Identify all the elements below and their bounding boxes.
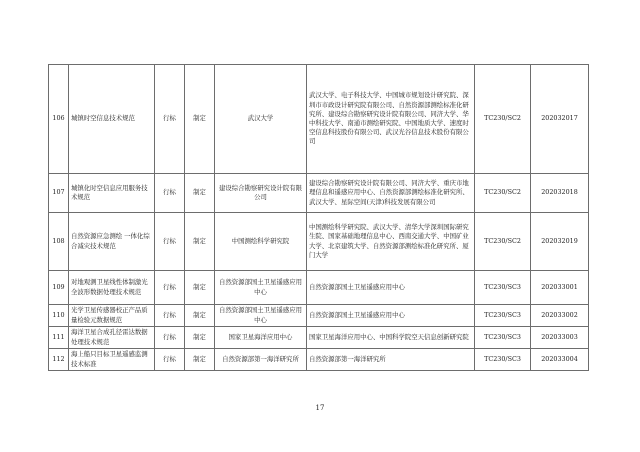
standard-name: 海洋卫星合成孔径雷达数据处理技术规范 [69,327,155,349]
lead-organization: 自然资源部国土卫星遥感应用中心 [215,305,307,327]
plan-number: 202032019 [531,213,589,271]
project-type: 制定 [185,305,215,327]
row-number: 109 [49,271,69,305]
participating-organizations: 武汉大学、电子科技大学、中国城市规划设计研究院、深圳市市政设计研究院有限公司、自然资源部测绘标准化研究所、建设综合勘察研究设计院有限公司、同济大学、华中科技大学、南通市测绘研究院、中国地质大学、速度时空信息科技股份有限公司、武汉光谷信息技术股份有限公司 [307,65,475,174]
plan-number: 202032018 [531,174,589,213]
participating-organizations: 中国测绘科学研究院、武汉大学、清华大学深圳国际研究生院、国家基础地理信息中心、西南交通大学、中国矿业大学、北京建筑大学、自然资源部测绘标准化研究所、厦门大学 [307,213,475,271]
project-type: 制定 [185,65,215,174]
plan-number: 202032017 [531,65,589,174]
lead-organization: 国家卫星海洋应用中心 [215,327,307,349]
page-number: 17 [315,404,325,412]
standard-category: 行标 [155,174,185,213]
lead-organization: 自然资源部第一海洋研究所 [215,349,307,371]
standard-name: 光学卫星传感器校正产品质量检验元数据规范 [69,305,155,327]
standard-category: 行标 [155,65,185,174]
table-row [49,271,589,305]
project-type: 制定 [185,271,215,305]
project-type: 制定 [185,213,215,271]
standards-plan-table [48,64,589,371]
standard-name: 自然资源应急测绘 一体化综合减灾技术规范 [69,213,155,271]
table-row [49,65,589,174]
standard-category: 行标 [155,349,185,371]
standard-name: 城镇化时空信息应用服务技术规范 [69,174,155,213]
plan-number: 202033003 [531,327,589,349]
standard-category: 行标 [155,271,185,305]
standard-name: 海上船只目标卫星遥感监测技术标准 [69,349,155,371]
technical-committee: TC230/SC2 [475,65,531,174]
project-type: 制定 [185,349,215,371]
participating-organizations: 国家卫星海洋应用中心、中国科学院空天信息创新研究院 [307,327,475,349]
plan-number: 202033001 [531,271,589,305]
table-row [49,305,589,327]
row-number: 110 [49,305,69,327]
technical-committee: TC230/SC3 [475,305,531,327]
technical-committee: TC230/SC3 [475,327,531,349]
row-number: 112 [49,349,69,371]
technical-committee: TC230/SC2 [475,174,531,213]
table-row [49,349,589,371]
lead-organization: 中国测绘科学研究院 [215,213,307,271]
lead-organization: 建设综合勘察研究设计院有限公司 [215,174,307,213]
table-row [49,174,589,213]
participating-organizations: 自然资源部第一海洋研究所 [307,349,475,371]
row-number: 106 [49,65,69,174]
technical-committee: TC230/SC3 [475,349,531,371]
row-number: 111 [49,327,69,349]
standard-category: 行标 [155,327,185,349]
project-type: 制定 [185,174,215,213]
participating-organizations: 建设综合勘察研究设计院有限公司、同济大学、重庆市地理信息和遥感应用中心、自然资源部测绘标准化研究所、武汉大学、星际空间(天津)科技发展有限公司 [307,174,475,213]
table-row [49,213,589,271]
technical-committee: TC230/SC2 [475,213,531,271]
technical-committee: TC230/SC3 [475,271,531,305]
participating-organizations: 自然资源部国土卫星遥感应用中心 [307,305,475,327]
standard-name: 对地观测卫星线性体制激光全波形数据处理技术规范 [69,271,155,305]
standard-name: 城镇时空信息技术规范 [69,65,155,174]
lead-organization: 武汉大学 [215,65,307,174]
plan-number: 202033002 [531,305,589,327]
project-type: 制定 [185,327,215,349]
plan-number: 202033004 [531,349,589,371]
row-number: 108 [49,213,69,271]
row-number: 107 [49,174,69,213]
standard-category: 行标 [155,213,185,271]
standard-category: 行标 [155,305,185,327]
table-row [49,327,589,349]
table-body [49,65,589,371]
lead-organization: 自然资源部国土卫星遥感应用中心 [215,271,307,305]
participating-organizations: 自然资源部国土卫星遥感应用中心 [307,271,475,305]
